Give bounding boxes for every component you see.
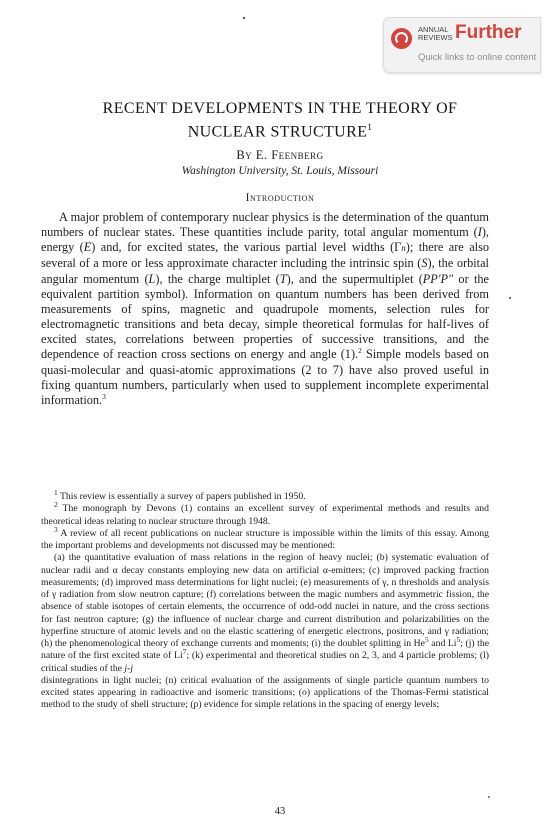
further-links-badge[interactable] <box>383 17 541 73</box>
intro-paragraph: A major problem of contemporary nuclear physics is the determination of the quantum numbers of nuclear states. These quantities include parity, total angular momentum (I), energy (E) and, for excited states, the various partial level widths (Γn); there are also several of a more or less approximate character including the intrinsic spin (S), the orbital angular momentum (L), the charge multiplet (T), and the supermultiplet (PP′P″ or the equivalent partition symbol). Information on quantum numbers has been derived from measurements of spins, magnetic and quadrupole moments, selection rules for electromagnetic transitions and beta decay, simple theoretical formulas for half-lives of excited states, correlations between properties of successive transitions, and the dependence of reaction cross sections on energy and angle (1).$^2$ Simple models based on quasi-molecular and quasi-atomic approximations (2 to 7) have also proved useful in fixing quantum numbers, particularly when used to supplement incomplete experimental information.$^3$ <box>41 210 489 407</box>
footnote-2: $^2$ The monograph by Devons (1) contains an excellent survey of experimental methods and results and theoretical ideas relating to nuclear structure through 1948. <box>41 500 489 527</box>
footnote-ref: 3 <box>102 391 106 401</box>
footnote-1: $^1$ This review is essentially a survey of papers published in 1950. <box>54 487 306 502</box>
author-affiliation: Washington University, St. Louis, Missouri <box>181 165 379 177</box>
footnotes <box>41 487 490 712</box>
scan-mark <box>509 297 511 299</box>
title-footnote-ref: 1 <box>367 122 373 132</box>
section-heading: Introduction <box>245 192 315 204</box>
badge-further-word[interactable]: Further <box>455 22 522 43</box>
footnote-3-list: (a) the quantitative evaluation of mass relations in the region of heavy nuclei; (b) systematic evaluation of nuclear radii and α decay constants employing new data on artificial α-emitters; (c) improved packing fraction measurements; (d) improved mass determinations for light nuclei; (e) measurements of γ, n thresholds and analysis of γ radiation from slow neutron capture; (f) correlations between the magic numbers and asymmetric fission, the absence of stable isotopes of certain elements, the occurrence of odd-odd nuclei in nature, and the cross sections for fast neutron capture; (g) the influence of nuclear charge and current distribution and polarizabilities on the hyperfine structure of atomic levels and on the elastic scattering of energetic electrons, positrons, and γ radiation; (h) the phenomenological theory of exchange currents and moments; (i) the doublet splitting in He$^5$ and Li$^5$; (j) the nature of the first excited state of Li$^7$; (k) experimental and theoretical studies on 2, 3, and 4 particle problems; (l) critical studies of the j-j <box>41 552 490 674</box>
footnote-ref: 2 <box>358 346 362 356</box>
author-byline: By E. Feenberg <box>236 148 324 162</box>
scan-mark <box>488 796 490 798</box>
scan-mark <box>243 17 245 19</box>
article-title: RECENT DEVELOPMENTS IN THE THEORY OF NUCLEAR STRUCTURE$^1$ <box>102 100 458 141</box>
footnote-3-list-continued: disintegrations in light nuclei; (n) critical evaluation of the assignments of single particle quantum numbers to excited states appearing in radioactive and isomeric transitions; (o) applications of the Thomas-Fermi statistical method to the study of shell structure; (p) evidence for simple relations in the spacing of energy levels; <box>41 674 489 711</box>
badge-subtitle[interactable]: Quick links to online content <box>418 52 537 63</box>
annual-reviews-logo-icon <box>391 28 412 49</box>
footnote-3: $^3$ A review of all recent publications on nuclear structure is impossible within the limits of this essay. Among the important problems and developments not discussed may be mentioned: <box>41 524 489 551</box>
page-number: 43 <box>274 806 286 817</box>
badge-publisher-label: ANNUAL REVIEWS <box>418 25 453 42</box>
